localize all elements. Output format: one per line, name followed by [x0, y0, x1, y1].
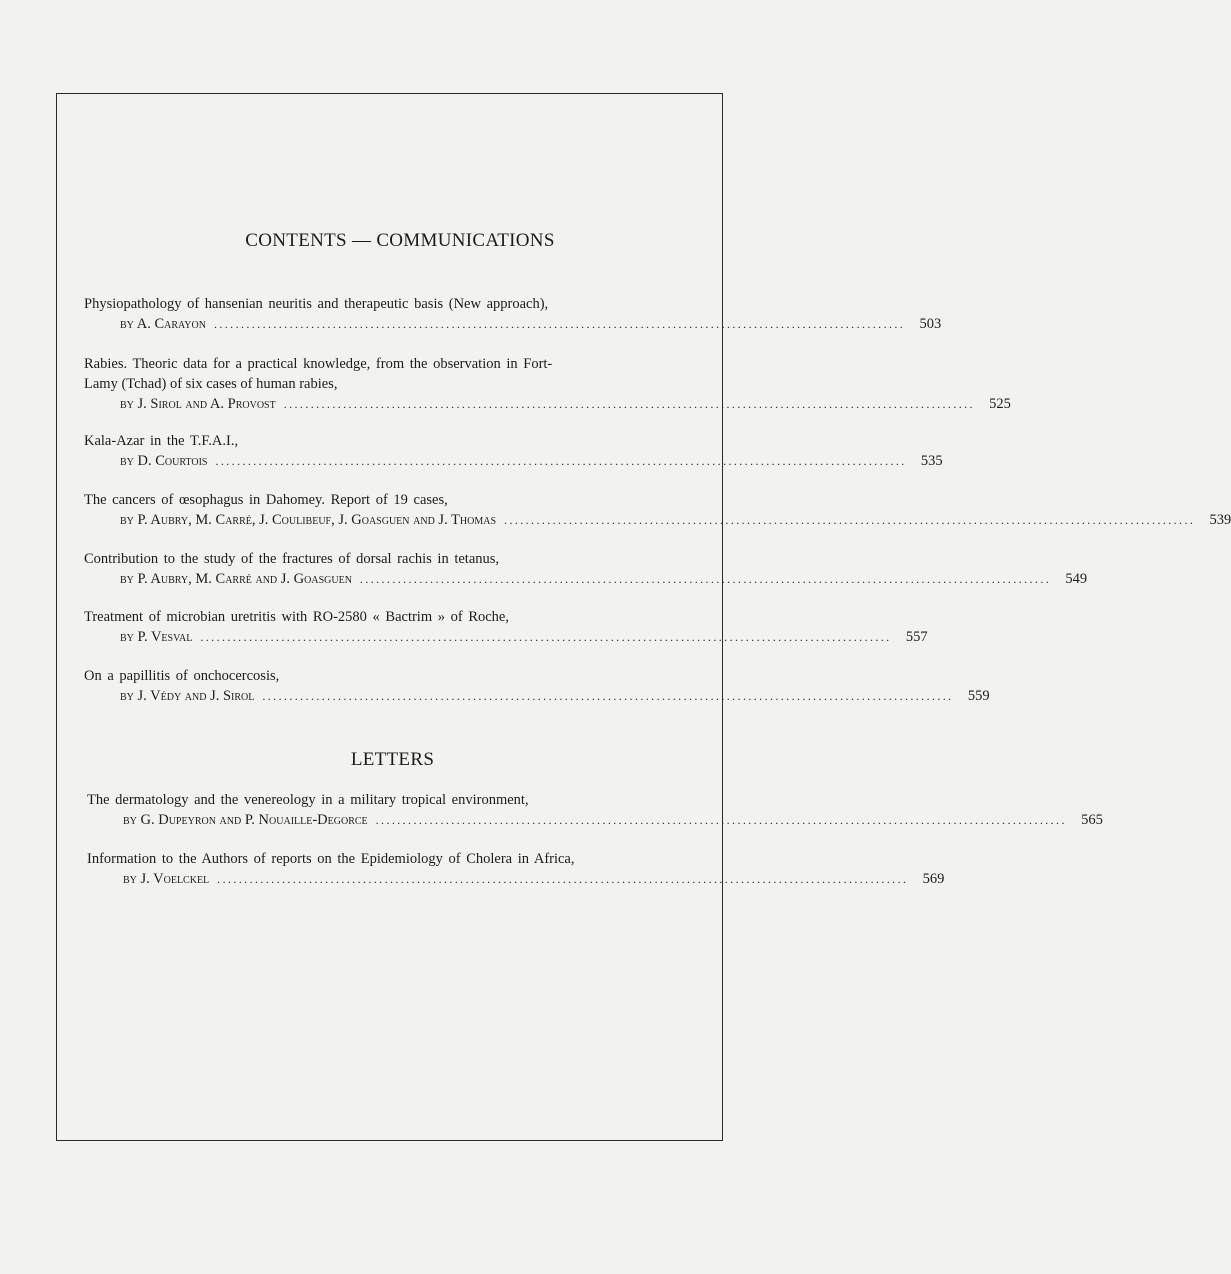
dot-leader: ................................................................................................................................ [213, 317, 906, 331]
dot-leader: ................................................................................................................................ [215, 454, 907, 468]
entry-authors: by P. Aubry, M. Carré and J. Goasguen [120, 571, 352, 587]
entry-byline-row [84, 451, 943, 471]
entry-authors: by P. Aubry, M. Carré, J. Coulibeuf, J. Goasguen and J. Thomas [120, 512, 497, 528]
dot-leader: ................................................................................................................................ [504, 513, 1196, 527]
entry-byline-row [87, 810, 1103, 830]
letter-entry-2 [87, 849, 945, 889]
entry-title: The dermatology and the venereology in a military tropical environment, [87, 792, 529, 808]
toc-entry-3 [84, 431, 943, 471]
entry-page-number: 525 [989, 396, 1011, 412]
dot-leader: ................................................................................................................................ [359, 572, 1052, 586]
entry-title: Treatment of microbian uretritis with RO-2580 « Bactrim » of Roche, [84, 609, 509, 625]
dot-leader: ................................................................................................................................ [200, 630, 892, 644]
dot-leader: ................................................................................................................................ [283, 397, 975, 411]
entry-page-number: 549 [1065, 571, 1088, 587]
entry-byline-row [84, 394, 1011, 414]
entry-title: Rabies. Theoric data for a practical knowledge, from the observation in Fort- [84, 356, 553, 372]
entry-authors: by J. Voelckel [123, 871, 210, 887]
dot-leader: ................................................................................................................................ [217, 872, 909, 886]
toc-entry-5 [84, 549, 1088, 589]
entry-page-number: 557 [905, 629, 928, 645]
entry-title: Information to the Authors of reports on the Epidemiology of Cholera in Africa, [87, 851, 575, 867]
entry-page-number: 539 [1209, 512, 1231, 528]
entry-authors: by G. Dupeyron and P. Nouaille-Degorce [123, 812, 368, 828]
entry-byline-row [84, 627, 928, 647]
entry-title: Kala-Azar in the T.F.A.I., [84, 433, 239, 449]
entry-page-number: 535 [920, 453, 943, 469]
entry-byline-row [84, 569, 1088, 589]
entry-authors: by D. Courtois [120, 453, 208, 469]
entry-title: The cancers of œsophagus in Dahomey. Report of 19 cases, [84, 492, 448, 508]
entry-title-continued: Lamy (Tchad) of six cases of human rabies, [84, 376, 338, 392]
toc-entry-4 [84, 490, 1231, 530]
entry-title: Physiopathology of hansenian neuritis and therapeutic basis (New approach), [84, 296, 549, 312]
entry-authors: by J. Sirol and A. Provost [120, 396, 276, 412]
entry-title: On a papillitis of onchocercosis, [84, 668, 280, 684]
letters-heading: LETTERS [350, 749, 435, 770]
entry-authors: by J. Védy and J. Sirol [120, 688, 255, 704]
contents-heading: CONTENTS — COMMUNICATIONS [245, 230, 555, 251]
entry-authors: by A. Carayon [120, 316, 206, 332]
entry-page-number: 565 [1081, 812, 1103, 828]
entry-title: Contribution to the study of the fractures of dorsal rachis in tetanus, [84, 551, 500, 567]
toc-entry-7 [84, 666, 990, 706]
dot-leader: ................................................................................................................................ [375, 813, 1067, 827]
letter-entry-1 [87, 790, 1103, 830]
entry-page-number: 503 [919, 316, 942, 332]
entry-byline-row [84, 510, 1231, 530]
entry-page-number: 569 [922, 871, 945, 887]
dot-leader: ................................................................................................................................ [262, 689, 954, 703]
toc-entry-1 [84, 294, 942, 334]
toc-entry-2 [84, 354, 1011, 414]
entry-byline-row [84, 314, 942, 334]
entry-authors: by P. Vesval [120, 629, 193, 645]
entry-byline-row [84, 686, 990, 706]
entry-page-number: 559 [967, 688, 990, 704]
toc-entry-6 [84, 607, 928, 647]
entry-byline-row [87, 869, 945, 889]
